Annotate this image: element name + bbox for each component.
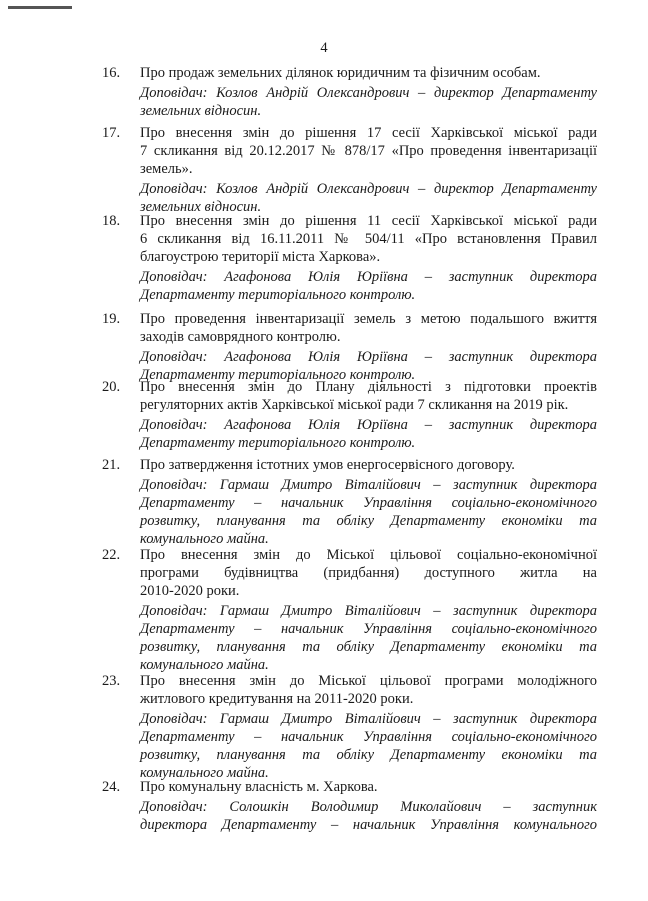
reporter-line: Доповідач: Агафонова Юлія Юріївна – заступник директора: [140, 349, 597, 365]
agenda-item-title: [140, 378, 597, 414]
title-line: Про проведення інвентаризації земель з метою подальшого вжиття: [140, 311, 597, 327]
reporter-line: Департаменту територіального контролю.: [140, 287, 416, 303]
agenda-item-body: [140, 212, 597, 304]
agenda-item-reporter: [140, 602, 597, 674]
agenda-item-reporter: [140, 268, 597, 304]
reporter-line: комунального майна.: [140, 531, 269, 547]
agenda-item: [104, 64, 598, 120]
agenda-item-reporter: [140, 84, 597, 120]
agenda-item: [104, 778, 598, 834]
title-line: земель».: [140, 161, 193, 177]
agenda-item-body: [140, 672, 597, 782]
agenda-item-title: [140, 212, 597, 266]
agenda-item-body: [140, 378, 597, 452]
agenda-item-number: 20.: [102, 379, 121, 395]
agenda-item-number: 16.: [102, 65, 121, 81]
agenda-item-body: [140, 124, 597, 216]
agenda-item-reporter: [140, 710, 597, 782]
agenda-item-title: [140, 124, 597, 178]
agenda-item: [104, 546, 598, 674]
agenda-item-number: 22.: [102, 547, 121, 563]
title-line: 7 скликання від 20.12.2017 № 878/17 «Про проведення інвентаризації: [140, 143, 597, 159]
title-line: житлового кредитування на 2011-2020 роки.: [140, 691, 414, 707]
reporter-line: комунального майна.: [140, 765, 269, 781]
title-line: Про комунальну власність м. Харкова.: [140, 779, 378, 795]
scan-artifact-line: [8, 6, 72, 9]
title-line: Про продаж земельних ділянок юридичним та фізичним особам.: [140, 65, 541, 81]
agenda-item: [104, 212, 598, 304]
reporter-line: Доповідач: Козлов Андрій Олександрович – директор Департаменту: [140, 181, 597, 197]
agenda-item: [104, 456, 598, 548]
reporter-line: Доповідач: Гармаш Дмитро Віталійович – заступник директора: [140, 477, 597, 493]
title-line: Про внесення змін до рішення 17 сесії Харківської міської ради: [140, 125, 597, 141]
reporter-line: розвитку, планування та обліку Департаменту економіки та: [140, 747, 597, 763]
page-number: 4: [320, 40, 328, 56]
agenda-item-body: [140, 456, 597, 548]
agenda-item: [104, 672, 598, 782]
reporter-line: Департаменту територіального контролю.: [140, 367, 416, 383]
agenda-item: [104, 124, 598, 216]
reporter-line: Департаменту – начальник Управління соціально-економічного: [140, 621, 597, 637]
agenda-item-number: 17.: [102, 125, 121, 141]
reporter-line: Доповідач: Козлов Андрій Олександрович – директор Департаменту: [140, 85, 597, 101]
title-line: благоустрою території міста Харкова».: [140, 249, 381, 265]
title-line: Про внесення змін до Плану діяльності з підготовки проектів: [140, 379, 597, 395]
reporter-line: розвитку, планування та обліку Департаменту економіки та: [140, 639, 597, 655]
title-line: 6 скликання від 16.11.2011 № 504/11 «Про встановлення Правил: [140, 231, 597, 247]
agenda-item-number: 19.: [102, 311, 121, 327]
agenda-item-number: 23.: [102, 673, 121, 689]
reporter-line: комунального майна.: [140, 657, 269, 673]
agenda-item: [104, 310, 598, 384]
agenda-item-number: 18.: [102, 213, 121, 229]
agenda-item-body: [140, 64, 597, 120]
reporter-line: Доповідач: Агафонова Юлія Юріївна – заступник директора: [140, 269, 597, 285]
reporter-line: Департаменту – начальник Управління соціально-економічного: [140, 729, 597, 745]
title-line: Про внесення змін до Міської цільової програми молодіжного: [140, 673, 597, 689]
agenda-item-number: 24.: [102, 779, 121, 795]
agenda-item: [104, 378, 598, 452]
title-line: програми будівництва (придбання) доступного житла на: [140, 565, 597, 581]
title-line: регуляторних актів Харківської міської ради 7 скликання на 2019 рік.: [140, 397, 569, 413]
agenda-item-reporter: [140, 798, 597, 834]
agenda-item-body: [140, 546, 597, 674]
agenda-item-title: [140, 456, 597, 474]
title-line: Про затвердження істотних умов енергосервісного договору.: [140, 457, 515, 473]
reporter-line: Доповідач: Агафонова Юлія Юріївна – заступник директора: [140, 417, 597, 433]
agenda-item-title: [140, 64, 597, 82]
reporter-line: Департаменту територіального контролю.: [140, 435, 416, 451]
reporter-line: Доповідач: Гармаш Дмитро Віталійович – заступник директора: [140, 711, 597, 727]
title-line: 2010-2020 роки.: [140, 583, 240, 599]
title-line: Про внесення змін до рішення 11 сесії Харківської міської ради: [140, 213, 597, 229]
title-line: Про внесення змін до Міської цільової соціально-економічної: [140, 547, 597, 563]
reporter-line: директора Департаменту – начальник Управління комунального: [140, 817, 597, 833]
reporter-line: розвитку, планування та обліку Департаменту економіки та: [140, 513, 597, 529]
agenda-item-reporter: [140, 416, 597, 452]
agenda-item-title: [140, 310, 597, 346]
agenda-item-body: [140, 778, 597, 834]
agenda-item-reporter: [140, 476, 597, 548]
title-line: заходів самоврядного контролю.: [140, 329, 341, 345]
agenda-item-title: [140, 778, 597, 796]
agenda-item-reporter: [140, 180, 597, 216]
agenda-item-title: [140, 672, 597, 708]
reporter-line: Департаменту – начальник Управління соціально-економічного: [140, 495, 597, 511]
reporter-line: Доповідач: Солошкін Володимир Миколайович – заступник: [140, 799, 597, 815]
reporter-line: земельних відносин.: [140, 103, 262, 119]
agenda-item-number: 21.: [102, 457, 121, 473]
reporter-line: земельних відносин.: [140, 199, 262, 215]
agenda-item-title: [140, 546, 597, 600]
agenda-item-body: [140, 310, 597, 384]
reporter-line: Доповідач: Гармаш Дмитро Віталійович – заступник директора: [140, 603, 597, 619]
